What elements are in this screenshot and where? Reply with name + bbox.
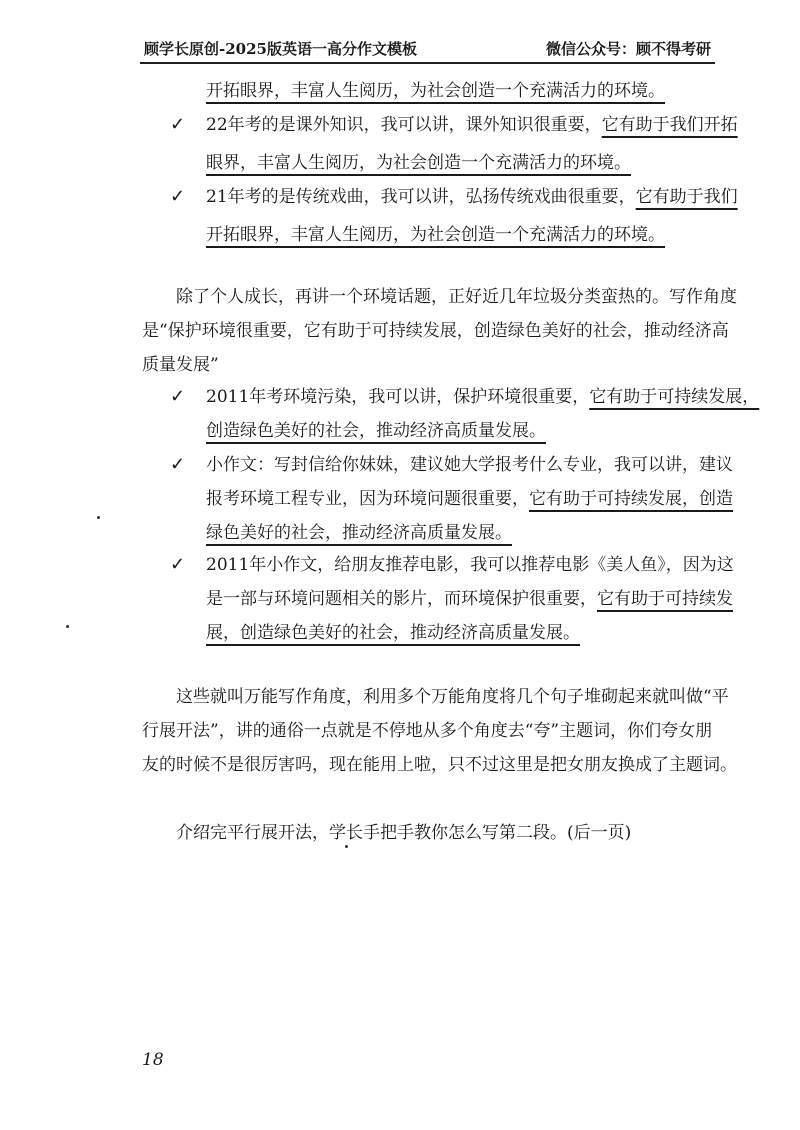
bullet-line: 2011年小作文，给朋友推荐电影，我可以推荐电影《美人鱼》，因为这	[206, 555, 734, 575]
bullet-underlined-text: 它有助于可持续发展，创造	[529, 489, 733, 509]
bullet-line	[206, 580, 733, 618]
bullet-text: 报考环境工程专业，因为环境问题很重要，	[206, 489, 529, 509]
paragraph-line: 除了个人成长，再讲一个环境话题，正好近几年垃圾分类蛮热的。写作角度	[176, 287, 737, 307]
bullet-line: 小作文：写封信给你妹妹，建议她大学报考什么专业，我可以讲，建议	[206, 455, 733, 475]
checkmark-icon: ✓	[170, 114, 186, 135]
page-header	[140, 38, 715, 64]
paragraph-line: 这些就叫万能写作角度，利用多个万能角度将几个句子堆砌起来就叫做“平	[176, 687, 729, 707]
scan-speck	[97, 516, 100, 519]
bullet-underlined-text: 它有助于我们开拓	[601, 115, 738, 135]
bullet-underlined-text: 它有助于可持续发展，	[589, 387, 760, 407]
bullet-text: 2011年考环境污染，我可以讲，保护环境很重要，	[206, 387, 590, 407]
paragraph-line: 友的时候不是很厉害吗，现在能用上啦，只不过这里是把女朋友换成了主题词。	[142, 755, 737, 775]
paragraph-line: 介绍完平行展开法，学长手把手教你怎么写第二段。(后一页)	[176, 823, 632, 843]
bullet-line-underlined: 开拓眼界，丰富人生阅历，为社会创造一个充满活力的环境。	[206, 225, 665, 245]
bullet-underlined-text: 它有助于我们	[635, 187, 738, 207]
bullet-underlined-text: 它有助于可持续发	[597, 589, 733, 609]
bullet-line-underlined: 眼界，丰富人生阅历，为社会创造一个充满活力的环境。	[206, 153, 631, 173]
bullet-text: 21年考的是传统戏曲，我可以讲，弘扬传统戏曲很重要，	[206, 187, 636, 207]
scan-speck	[66, 625, 69, 628]
scan-speck	[345, 845, 348, 848]
top-fragment-line: 开拓眼界，丰富人生阅历，为社会创造一个充满活力的环境。	[206, 81, 665, 101]
paragraph-line: 质量发展”	[142, 355, 219, 375]
paragraph-line: 行展开法”，讲的通俗一点就是不停地从多个角度去“夸”主题词，你们夸女朋	[142, 721, 713, 741]
checkmark-icon: ✓	[170, 386, 186, 407]
bullet-text: 是一部与环境问题相关的影片，而环境保护很重要，	[206, 589, 597, 609]
paragraph-line: 是“保护环境很重要，它有助于可持续发展，创造绿色美好的社会，推动经济高	[142, 321, 729, 341]
header-title: 顾学长原创-2025版英语一高分作文模板	[144, 40, 417, 58]
header-wechat: 微信公众号：顾不得考研	[545, 40, 711, 58]
checkmark-icon: ✓	[170, 186, 186, 207]
page-number: 18	[142, 1050, 164, 1070]
bullet-line	[206, 378, 759, 416]
bullet-line-underlined: 创造绿色美好的社会，推动经济高质量发展。	[206, 421, 546, 441]
bullet-line	[206, 106, 738, 144]
bullet-text: 22年考的是课外知识，我可以讲，课外知识很重要，	[206, 115, 602, 135]
bullet-line	[206, 480, 733, 518]
bullet-line-underlined: 展，创造绿色美好的社会，推动经济高质量发展。	[206, 623, 580, 643]
checkmark-icon: ✓	[170, 554, 186, 575]
bullet-line	[206, 178, 738, 216]
checkmark-icon: ✓	[170, 454, 186, 475]
bullet-line-underlined: 绿色美好的社会，推动经济高质量发展。	[206, 523, 512, 543]
